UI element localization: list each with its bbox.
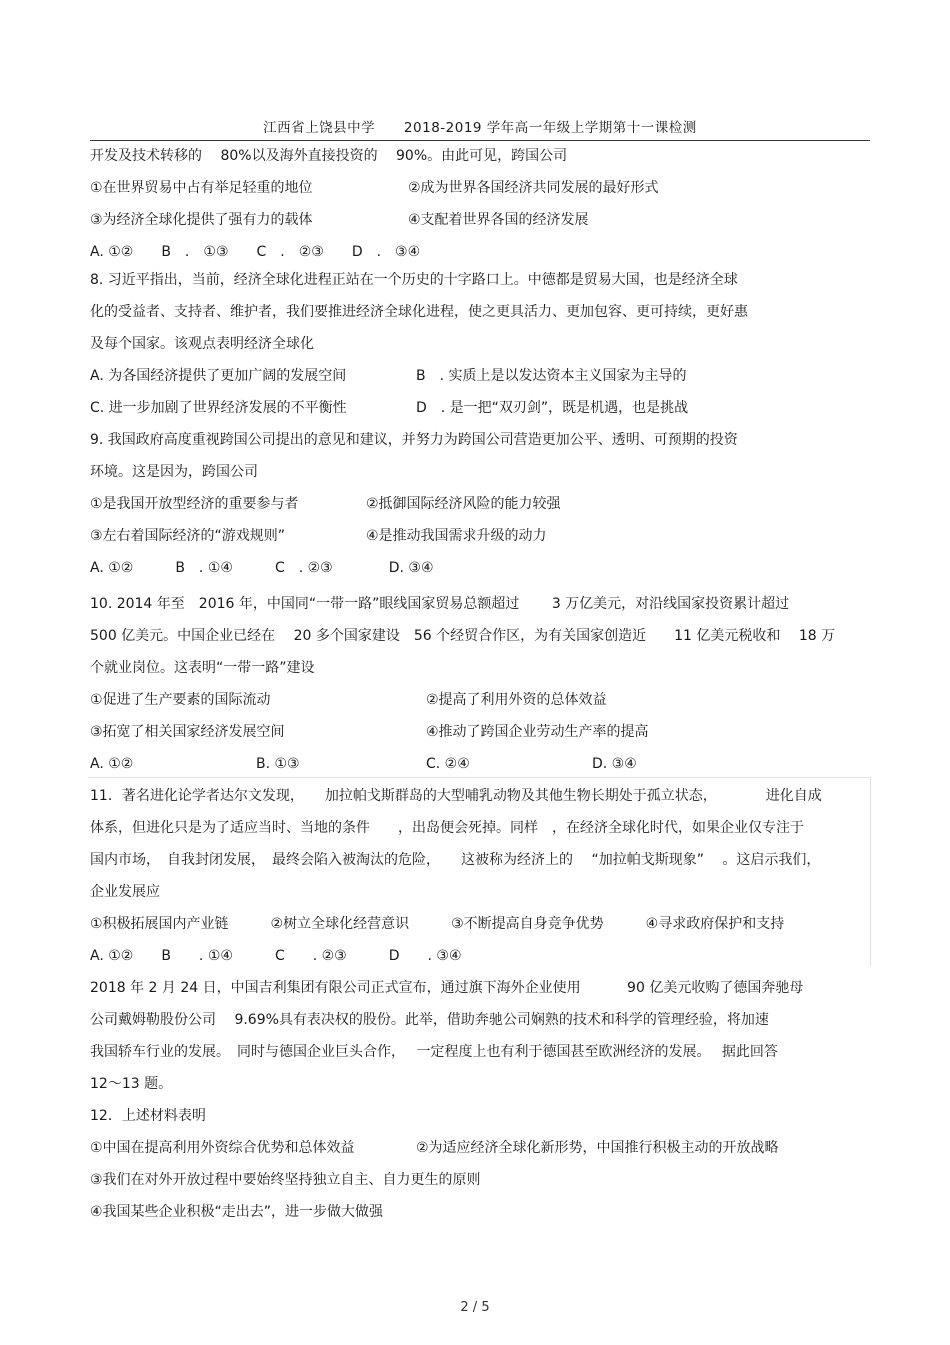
q9-stem-line-1: 9. 我国政府高度重视跨国公司提出的意见和建议，并努力为跨国公司营造更加公平、透明、可预期的投资	[90, 432, 738, 448]
q10-choice-d: D. ③④	[592, 756, 637, 772]
q7-choices: A. ①② B . ①③ C . ②③ D . ③④	[90, 244, 421, 260]
q8-choice-a: A. 为各国经济提供了更加广阔的发展空间	[90, 368, 347, 384]
q12-option-4: ④我国某些企业积极“走出去”，进一步做大做强	[90, 1204, 384, 1220]
q7-option-4: ④支配着世界各国的经济发展	[408, 212, 589, 228]
q11-stem-line-1: 11．著名进化论学者达尔文发现， 加拉帕戈斯群岛的大型哺乳动物及其他生物长期处于孤立状态， 进化自成	[90, 788, 822, 804]
q8-choice-c: C. 进一步加剧了世界经济发展的不平衡性	[90, 400, 347, 416]
q10-option-3: ③拓宽了相关国家经济发展空间	[90, 724, 285, 740]
q7-continuation: 开发及技术转移的 80%以及海外直接投资的 90%。由此可见，跨国公司	[90, 148, 568, 164]
q11-choices: A. ①② B . ①④ C . ②③ D . ③④	[90, 948, 462, 964]
q12-option-2: ②为适应经济全球化新形势，中国推行积极主动的开放战略	[416, 1140, 779, 1156]
q10-stem-line-2: 500 亿美元。中国企业已经在 20 多个国家建设 56 个经贸合作区，为有关国家创造近 11 亿美元税收和 18 万	[90, 628, 836, 644]
q11-options: ①积极拓展国内产业链 ②树立全球化经营意识 ③不断提高自身竞争优势 ④寻求政府保护和支持	[90, 916, 785, 932]
material-line-4: 12～13 题。	[90, 1076, 173, 1092]
q10-option-1: ①促进了生产要素的国际流动	[90, 692, 271, 708]
material-line-3: 我国轿车行业的发展。 同时与德国企业巨头合作， 一定程度上也有利于德国甚至欧洲经济的发展。 据此回答	[90, 1044, 778, 1060]
school-name: 江西省上饶县中学	[263, 120, 376, 136]
page-number: 2 / 5	[460, 1300, 490, 1315]
q9-stem-line-2: 环境。这是因为，跨国公司	[90, 464, 258, 480]
q12-option-1: ①中国在提高利用外资综合优势和总体效益	[90, 1140, 355, 1156]
q9-option-4: ④是推动我国需求升级的动力	[366, 528, 547, 544]
q7-option-2: ②成为世界各国经济共同发展的最好形式	[408, 180, 659, 196]
q10-choice-b: B. ①③	[256, 756, 300, 772]
material-line-1: 2018 年 2 月 24 日，中国吉利集团有限公司正式宣布，通过旗下海外企业使用 90 亿美元收购了德国奔驰母	[90, 980, 804, 996]
q11-stem-line-2: 体系，但进化只是为了适应当时、当地的条件 ，出岛便会死掉。同样 ，在经济全球化时代，如果企业仅专注于	[90, 820, 804, 836]
material-line-2: 公司戴姆勒股份公司 9.69%具有表决权的股份。此举，借助奔驰公司娴熟的技术和科学的管理经验，将加速	[90, 1012, 769, 1028]
q8-choice-b: B . 实质上是以发达资本主义国家为主导的	[416, 368, 687, 384]
page-header	[90, 116, 870, 141]
q9-option-1: ①是我国开放型经济的重要参与者	[90, 496, 299, 512]
q9-option-3: ③左右着国际经济的“游戏规则”	[90, 528, 286, 544]
q10-choice-c: C. ②④	[426, 756, 470, 772]
q10-choice-a: A. ①②	[90, 756, 134, 772]
q8-choice-d: D . 是一把“双刃剑”，既是机遇，也是挑战	[416, 400, 689, 416]
q10-option-4: ④推动了跨国企业劳动生产率的提高	[426, 724, 649, 740]
q7-option-3: ③为经济全球化提供了强有力的载体	[90, 212, 313, 228]
term-title: 2018-2019 学年高一年级上学期第十一课检测	[403, 120, 697, 136]
q10-stem-line-1: 10. 2014 年至 2016 年，中国同“一带一路”眼线国家贸易总额超过 3 万亿美元，对沿线国家投资累计超过	[90, 596, 790, 612]
q8-stem-line-2: 化的受益者、支持者、维护者，我们要推进经济全球化进程，使之更具活力、更加包容、更可持续，更好惠	[90, 304, 748, 320]
q12-option-3: ③我们在对外开放过程中要始终坚持独立自主、自力更生的原则	[90, 1172, 481, 1188]
q9-option-2: ②抵御国际经济风险的能力较强	[366, 496, 561, 512]
q8-stem-line-1: 8. 习近平指出，当前，经济全球化进程正站在一个历史的十字路口上。中德都是贸易大国，也是经济全球	[90, 272, 738, 288]
q11-stem-line-3: 国内市场， 自我封闭发展， 最终会陷入被淘汰的危险， 这被称为经济上的 “加拉帕戈斯现象” 。这启示我们，	[90, 852, 821, 868]
q12-stem: 12．上述材料表明	[90, 1108, 206, 1124]
q11-stem-line-4: 企业发展应	[90, 884, 160, 900]
q10-option-2: ②提高了利用外资的总体效益	[426, 692, 607, 708]
q9-choices: A. ①② B . ①④ C . ②③ D. ③④	[90, 560, 434, 576]
q10-stem-line-3: 个就业岗位。这表明“一带一路”建设	[90, 660, 315, 676]
q8-stem-line-3: 及每个国家。该观点表明经济全球化	[90, 336, 314, 352]
q7-option-1: ①在世界贸易中占有举足轻重的地位	[90, 180, 313, 196]
